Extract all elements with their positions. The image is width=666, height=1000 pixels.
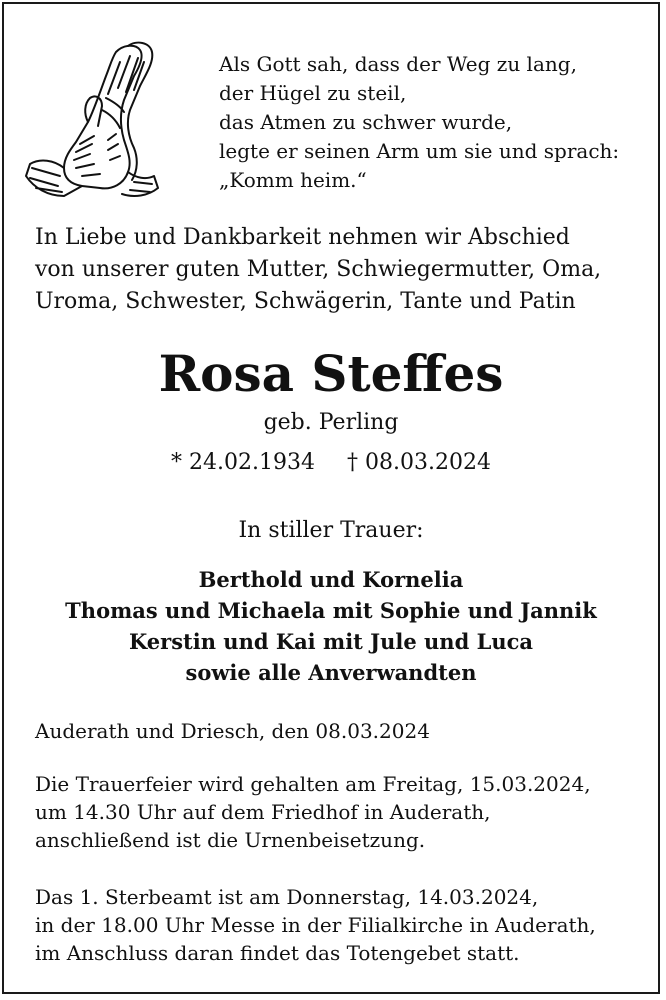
funeral-line: um 14.30 Uhr auf dem Friedhof in Auderath,	[35, 800, 491, 824]
farewell-intro	[35, 222, 601, 318]
place-and-date: Auderath und Driesch, den 08.03.2024	[35, 719, 430, 743]
life-dates	[4, 448, 658, 478]
requiem-line: im Anschluss daran findet das Totengebet statt.	[35, 941, 520, 965]
mourner-line: Thomas und Michaela mit Sophie und Jannik	[65, 598, 597, 623]
mourner-line: sowie alle Anverwandten	[185, 660, 477, 685]
requiem-info	[35, 883, 596, 967]
deceased-name: Rosa Steffes	[158, 344, 504, 403]
requiem-line: Das 1. Sterbeamt ist am Donnerstag, 14.03.2024,	[35, 885, 539, 909]
intro-line: von unserer guten Mutter, Schwiegermutter, Oma,	[35, 257, 602, 282]
poem-line: das Atmen zu schwer wurde,	[219, 110, 513, 134]
funeral-info	[35, 770, 591, 854]
obituary-notice	[2, 2, 660, 994]
mourner-line: Kerstin und Kai mit Jule und Luca	[129, 629, 533, 654]
poem-line: legte er seinen Arm um sie und sprach:	[219, 139, 620, 163]
praying-hands-icon	[24, 40, 159, 200]
maiden-name: geb. Perling	[263, 410, 399, 435]
mourners-list	[4, 564, 658, 688]
poem-line: Als Gott sah, dass der Weg zu lang,	[219, 52, 577, 76]
mourners-heading: In stiller Trauer:	[238, 518, 424, 543]
poem	[219, 50, 619, 195]
intro-line: In Liebe und Dankbarkeit nehmen wir Abschied	[35, 225, 570, 250]
funeral-line: Die Trauerfeier wird gehalten am Freitag, 15.03.2024,	[35, 772, 591, 796]
funeral-line: anschließend ist die Urnenbeisetzung.	[35, 828, 426, 852]
poem-line: der Hügel zu steil,	[219, 81, 407, 105]
death-date: † 08.03.2024	[347, 450, 491, 475]
mourner-line: Berthold und Kornelia	[198, 567, 464, 592]
intro-line: Uroma, Schwester, Schwägerin, Tante und Patin	[35, 289, 576, 314]
poem-line: „Komm heim.“	[219, 168, 367, 192]
birth-date: * 24.02.1934	[171, 450, 315, 475]
requiem-line: in der 18.00 Uhr Messe in der Filialkirche in Auderath,	[35, 913, 596, 937]
